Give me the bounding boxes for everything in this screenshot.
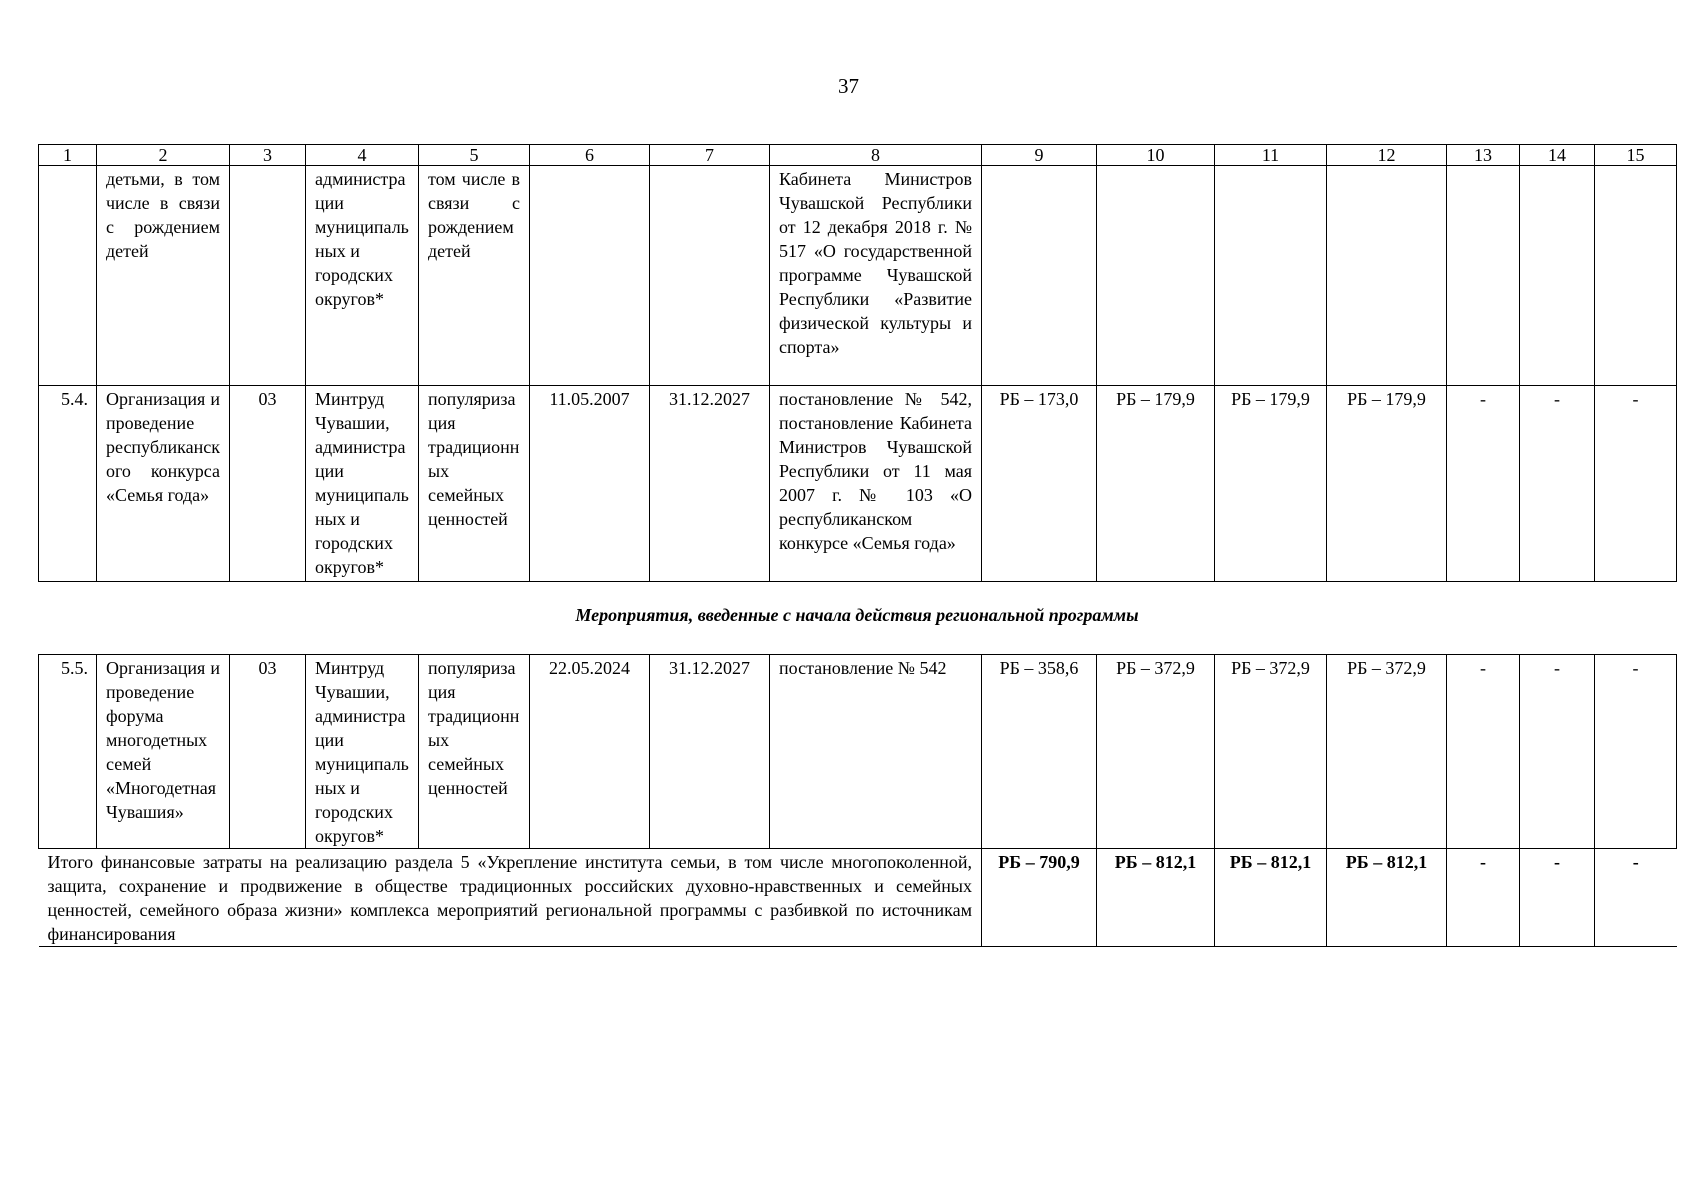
column-number: 10: [1097, 145, 1215, 166]
executor-cell: Минтруд Чувашии, администрации муниципальных и городских округов*: [306, 386, 419, 582]
result-cell: том числе в связи с рождением детей: [419, 166, 530, 386]
page-number: 37: [838, 74, 859, 98]
column-number: 15: [1595, 145, 1677, 166]
column-number: 14: [1520, 145, 1595, 166]
funding-cell: РБ – 179,9: [1327, 386, 1447, 582]
end-date-cell: 31.12.2027: [650, 386, 770, 582]
column-number: 8: [770, 145, 982, 166]
funding-cell: -: [1447, 655, 1520, 849]
funding-cell: [1520, 166, 1595, 386]
funding-cell: [1447, 166, 1520, 386]
column-number: 2: [97, 145, 230, 166]
funding-cell: [1327, 166, 1447, 386]
total-row: [39, 849, 1677, 947]
funding-cell: РБ – 173,0: [982, 386, 1097, 582]
table-row: [39, 166, 1677, 386]
column-number: 9: [982, 145, 1097, 166]
total-funding-cell: РБ – 790,9: [982, 849, 1097, 947]
basis-cell: постановление № 542: [770, 655, 982, 849]
row-number-cell: 5.5.: [39, 655, 97, 849]
code-cell: 03: [230, 655, 306, 849]
column-number: 3: [230, 145, 306, 166]
column-number: 4: [306, 145, 419, 166]
funding-cell: [1595, 166, 1677, 386]
funding-cell: [1097, 166, 1215, 386]
basis-cell: постановление № 542, постановление Кабинета Министров Чувашской Республики от 11 мая 2007 г. № 103 «О республиканском конкурсе «Семья года»: [770, 386, 982, 582]
funding-cell: [982, 166, 1097, 386]
total-funding-cell: РБ – 812,1: [1327, 849, 1447, 947]
funding-cell: -: [1520, 386, 1595, 582]
total-funding-cell: РБ – 812,1: [1215, 849, 1327, 947]
column-number: 12: [1327, 145, 1447, 166]
column-number: 1: [39, 145, 97, 166]
section-heading: Мероприятия, введенные с начала действия региональной программы: [575, 605, 1139, 625]
column-number: 13: [1447, 145, 1520, 166]
start-date-cell: 11.05.2007: [530, 386, 650, 582]
funding-cell: -: [1520, 655, 1595, 849]
funding-cell: РБ – 372,9: [1215, 655, 1327, 849]
table-row: [39, 386, 1677, 582]
start-date-cell: 22.05.2024: [530, 655, 650, 849]
row-number-cell: 5.4.: [39, 386, 97, 582]
result-cell: популяризация традиционных семейных ценностей: [419, 386, 530, 582]
executor-cell: Минтруд Чувашии, администрации муниципальных и городских округов*: [306, 655, 419, 849]
total-funding-cell: -: [1447, 849, 1520, 947]
column-number: 7: [650, 145, 770, 166]
measure-name-cell: Организация и проведение форума многодетных семей «Многодетная Чувашия»: [97, 655, 230, 849]
end-date-cell: [650, 166, 770, 386]
funding-cell: -: [1447, 386, 1520, 582]
column-numbers-row: [39, 145, 1677, 166]
code-cell: [230, 166, 306, 386]
column-number: 6: [530, 145, 650, 166]
funding-cell: РБ – 372,9: [1097, 655, 1215, 849]
new-measures-table: [38, 654, 1677, 947]
funding-cell: РБ – 372,9: [1327, 655, 1447, 849]
executor-cell: администрации муниципальных и городских округов*: [306, 166, 419, 386]
measures-table: [38, 144, 1677, 582]
start-date-cell: [530, 166, 650, 386]
end-date-cell: 31.12.2027: [650, 655, 770, 849]
row-number-cell: [39, 166, 97, 386]
total-label-cell: Итого финансовые затраты на реализацию раздела 5 «Укрепление института семьи, в том числе многопоколенной, защита, сохранение и продвижение в обществе традиционных российских духовно-нравственных и семейных ценностей, семейного образа жизни» комплекса мероприятий региональной программы с разбивкой по источникам финансирования: [39, 849, 982, 947]
code-cell: 03: [230, 386, 306, 582]
total-funding-cell: РБ – 812,1: [1097, 849, 1215, 947]
measure-name-cell: Организация и проведение республиканского конкурса «Семья года»: [97, 386, 230, 582]
total-funding-cell: -: [1520, 849, 1595, 947]
measure-name-cell: детьми, в том числе в связи с рождением детей: [97, 166, 230, 386]
funding-cell: РБ – 358,6: [982, 655, 1097, 849]
funding-cell: -: [1595, 655, 1677, 849]
column-number: 5: [419, 145, 530, 166]
funding-cell: РБ – 179,9: [1215, 386, 1327, 582]
basis-cell: Кабинета Министров Чувашской Республики от 12 декабря 2018 г. № 517 «О государственной программе Чувашской Республики «Развитие физической культуры и спорта»: [770, 166, 982, 386]
funding-cell: -: [1595, 386, 1677, 582]
total-funding-cell: -: [1595, 849, 1677, 947]
funding-cell: [1215, 166, 1327, 386]
table-row: [39, 655, 1677, 849]
funding-cell: РБ – 179,9: [1097, 386, 1215, 582]
column-number: 11: [1215, 145, 1327, 166]
result-cell: популяризация традиционных семейных ценностей: [419, 655, 530, 849]
